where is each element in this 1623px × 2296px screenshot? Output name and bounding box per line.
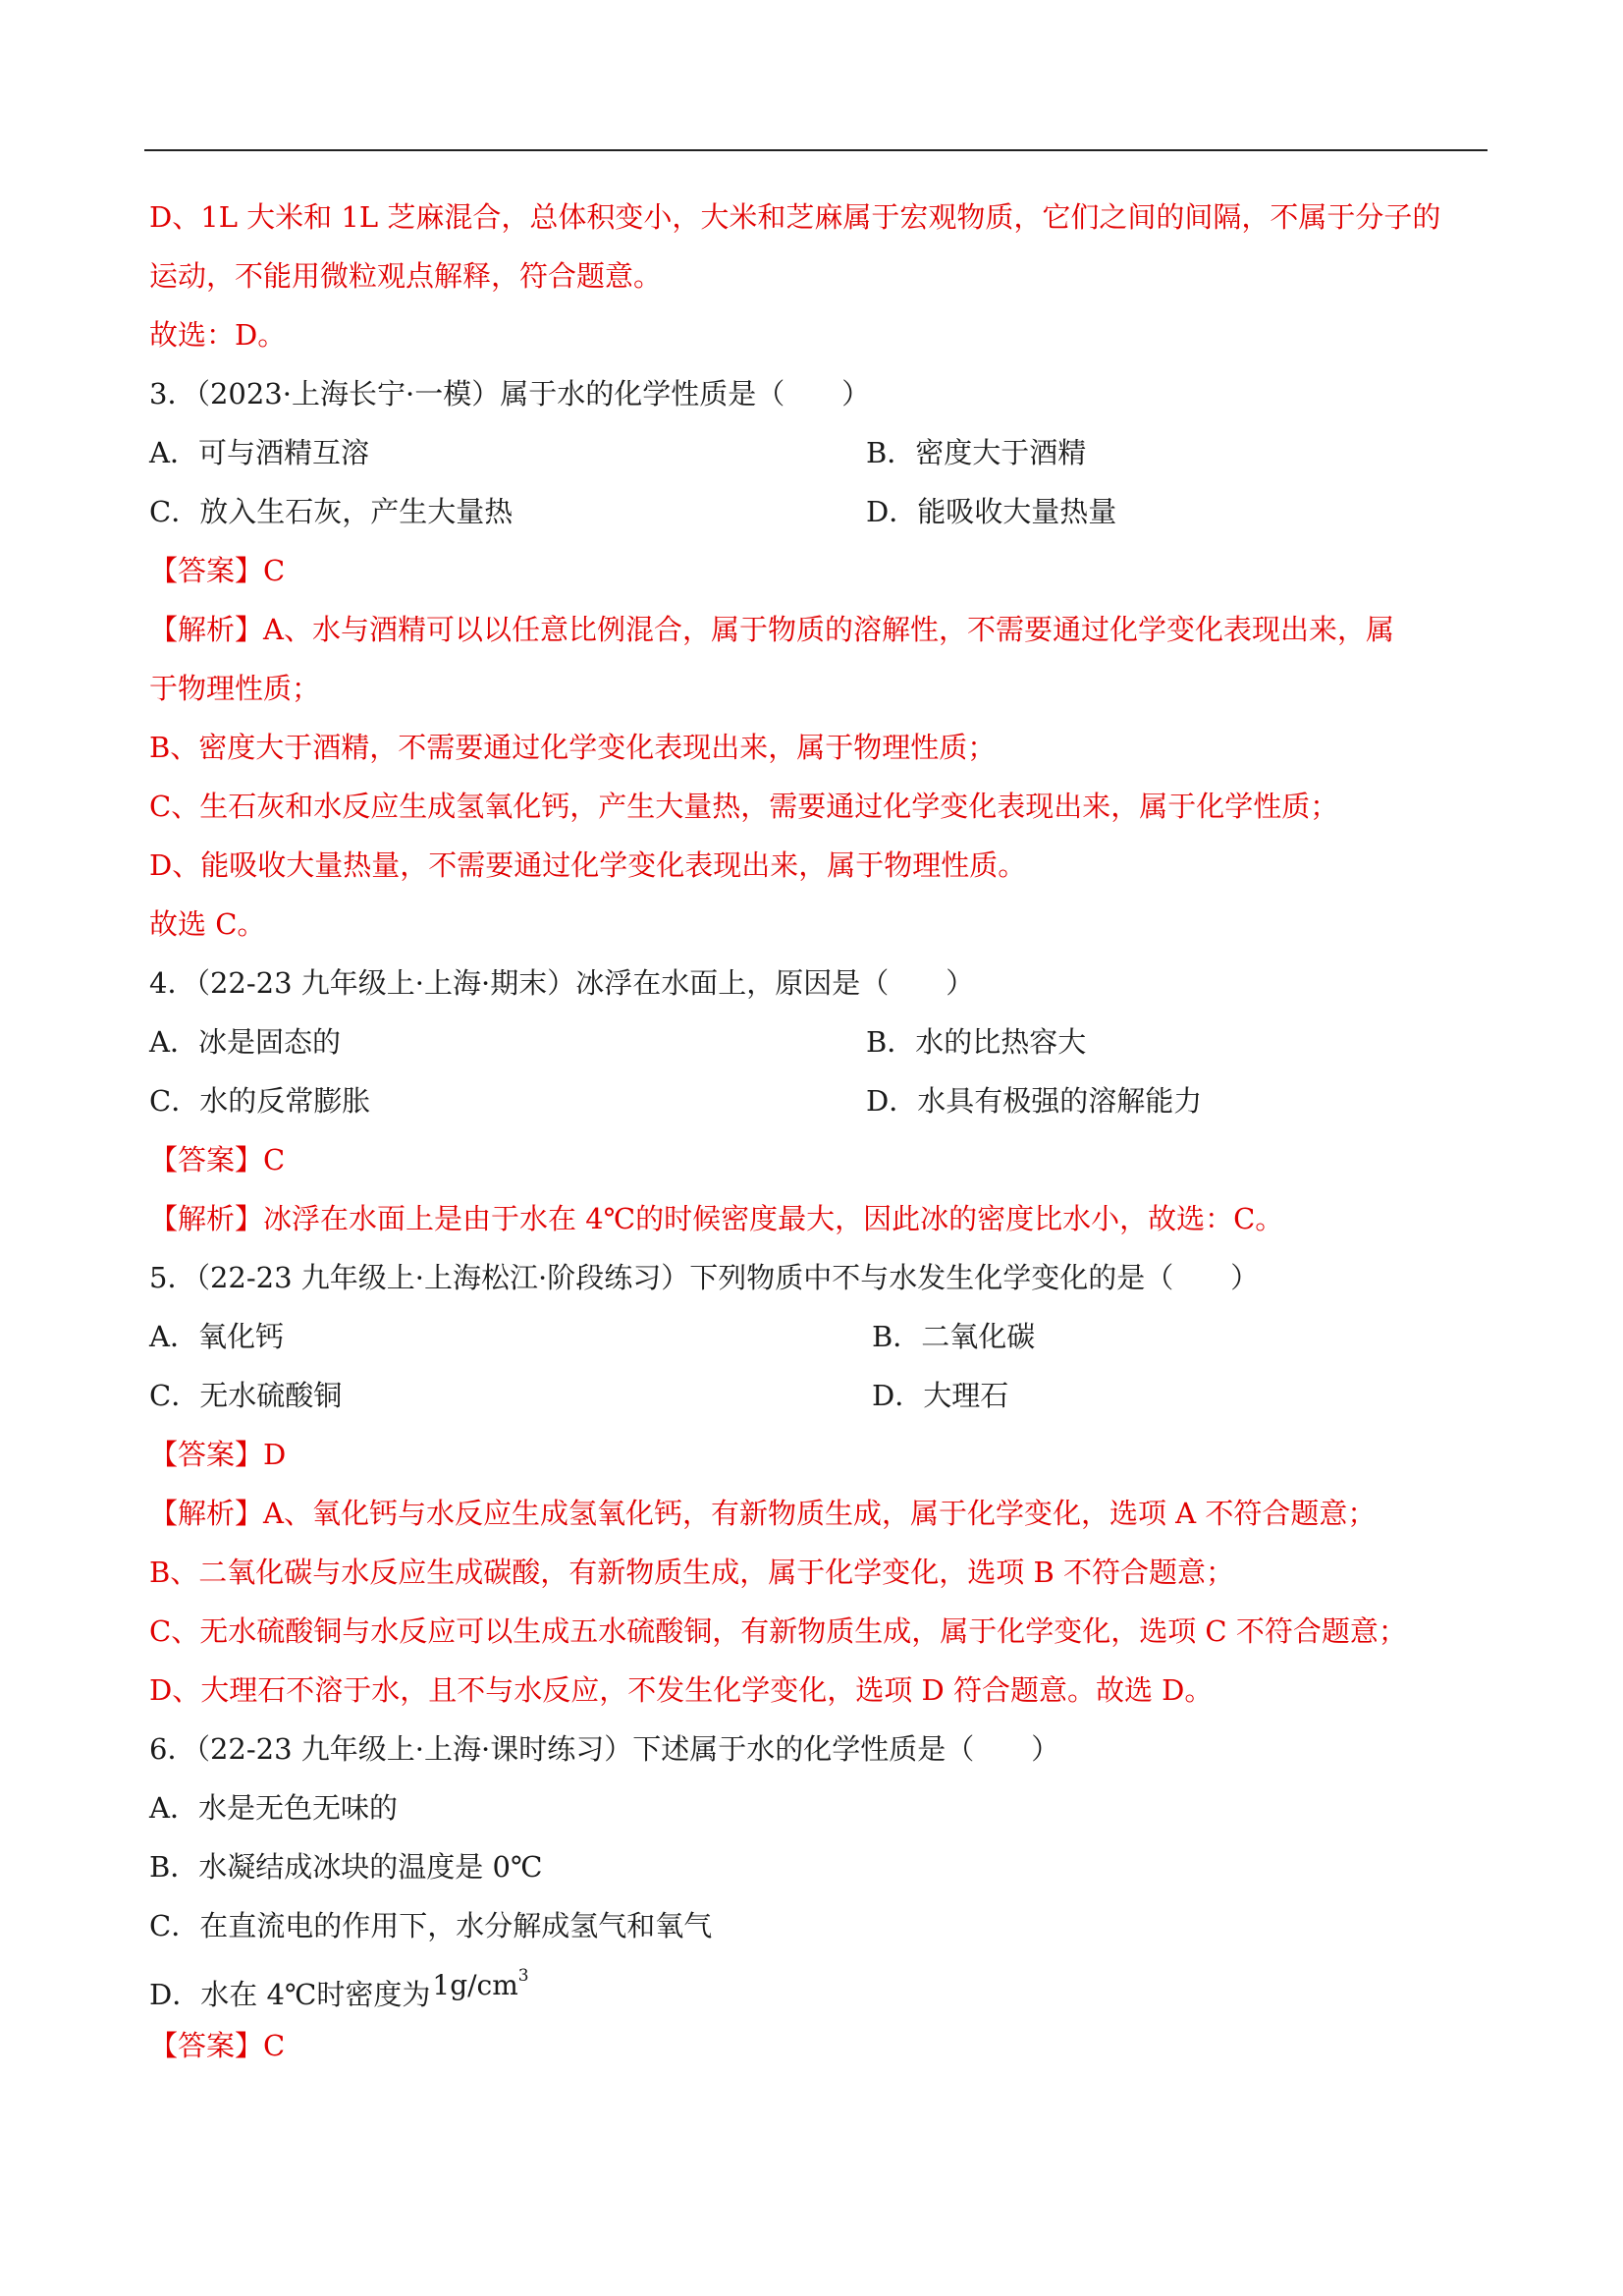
q5-analysis-line-1: 【解析】A、氧化钙与水反应生成氢氧化钙，有新物质生成，属于化学变化，选项 A 不符合题意； [149, 1497, 1377, 1530]
q3-options-row-1 [149, 435, 1087, 470]
q5-analysis-line-3: C、无水硫酸铜与水反应可以生成五水硫酸铜，有新物质生成，属于化学变化，选项 C 不符合题意； [149, 1614, 1407, 1648]
q5-option-a: A．氧化钙 [149, 1320, 284, 1353]
q3-analysis-line-2: 于物理性质； [149, 672, 321, 705]
q4-analysis-line-1: 【解析】冰浮在水面上是由于水在 4℃的时候密度最大，因此冰的密度比水小，故选：C。 [149, 1202, 1284, 1235]
q5-analysis-line-2: B、二氧化碳与水反应生成碳酸，有新物质生成，属于化学变化，选项 B 不符合题意； [149, 1556, 1235, 1589]
q3-analysis-line-5: D、能吸收大量热量，不需要通过化学变化表现出来，属于物理性质。 [149, 848, 1027, 882]
q5-answer: 【答案】D [149, 1438, 287, 1471]
prev-analysis-line-1: D、1L 大米和 1L 芝麻混合，总体积变小，大米和芝麻属于宏观物质，它们之间的间隔，不属于分子的 [149, 200, 1441, 234]
q4-option-c: C．水的反常膨胀 [149, 1084, 371, 1118]
q3-option-c: C．放入生石灰，产生大量热 [149, 495, 514, 528]
q5-analysis-line-4: D、大理石不溶于水，且不与水反应，不发生化学变化，选项 D 符合题意。故选 D。 [149, 1673, 1214, 1707]
q4-stem: 4．（22-23 九年级上·上海·期末）冰浮在水面上，原因是（ ） [149, 966, 975, 1000]
q4-options-row-2 [149, 1083, 1203, 1119]
q5-options-row-1 [149, 1319, 1036, 1354]
cube-exponent: 3 [517, 1966, 529, 1986]
q5-option-c: C．无水硫酸铜 [149, 1379, 343, 1412]
q6-option-a: A．水是无色无味的 [149, 1791, 398, 1825]
q3-option-a: A．可与酒精互溶 [149, 436, 369, 469]
density-unit: 1g/cm [432, 1969, 518, 2001]
q5-option-d: D．大理石 [872, 1379, 1009, 1412]
q6-option-d: D．水在 4℃时密度为 [149, 1978, 431, 2011]
q3-analysis-line-1: 【解析】A、水与酒精可以以任意比例混合，属于物质的溶解性，不需要通过化学变化表现出来，属 [149, 613, 1394, 646]
q4-option-b: B．水的比热容大 [866, 1025, 1087, 1059]
q3-analysis-line-3: B、密度大于酒精，不需要通过化学变化表现出来，属于物理性质； [149, 731, 997, 764]
header-rule [144, 149, 1488, 151]
q3-conclusion: 故选 C。 [149, 907, 266, 941]
q6-option-b: B．水凝结成冰块的温度是 0℃ [149, 1850, 543, 1884]
q3-answer: 【答案】C [149, 554, 286, 587]
q6-option-c: C．在直流电的作用下，水分解成氢气和氧气 [149, 1909, 713, 1942]
q3-stem: 3．（2023·上海长宁·一模）属于水的化学性质是（ ） [149, 377, 871, 410]
q5-options-row-2 [149, 1378, 1009, 1413]
q3-option-b: B．密度大于酒精 [866, 436, 1087, 469]
q3-options-row-2 [149, 494, 1117, 529]
q4-options-row-1 [149, 1024, 1087, 1060]
q4-answer: 【答案】C [149, 1143, 286, 1176]
prev-analysis-line-2: 运动，不能用微粒观点解释，符合题意。 [149, 259, 663, 293]
q5-option-b: B．二氧化碳 [872, 1320, 1036, 1353]
density-formula [432, 1966, 529, 2001]
q3-analysis-line-4: C、生石灰和水反应生成氢氧化钙，产生大量热，需要通过化学变化表现出来，属于化学性质； [149, 790, 1339, 823]
q6-answer: 【答案】C [149, 2029, 286, 2062]
q4-option-d: D．水具有极强的溶解能力 [866, 1084, 1203, 1118]
q6-option-d-row [149, 1966, 529, 2013]
prev-conclusion: 故选：D。 [149, 318, 287, 352]
q5-stem: 5．（22-23 九年级上·上海松江·阶段练习）下列物质中不与水发生化学变化的是（ ） [149, 1261, 1260, 1294]
q6-stem: 6．（22-23 九年级上·上海·课时练习）下述属于水的化学性质是（ ） [149, 1732, 1060, 1766]
q4-option-a: A．冰是固态的 [149, 1025, 341, 1059]
q3-option-d: D．能吸收大量热量 [866, 495, 1117, 528]
